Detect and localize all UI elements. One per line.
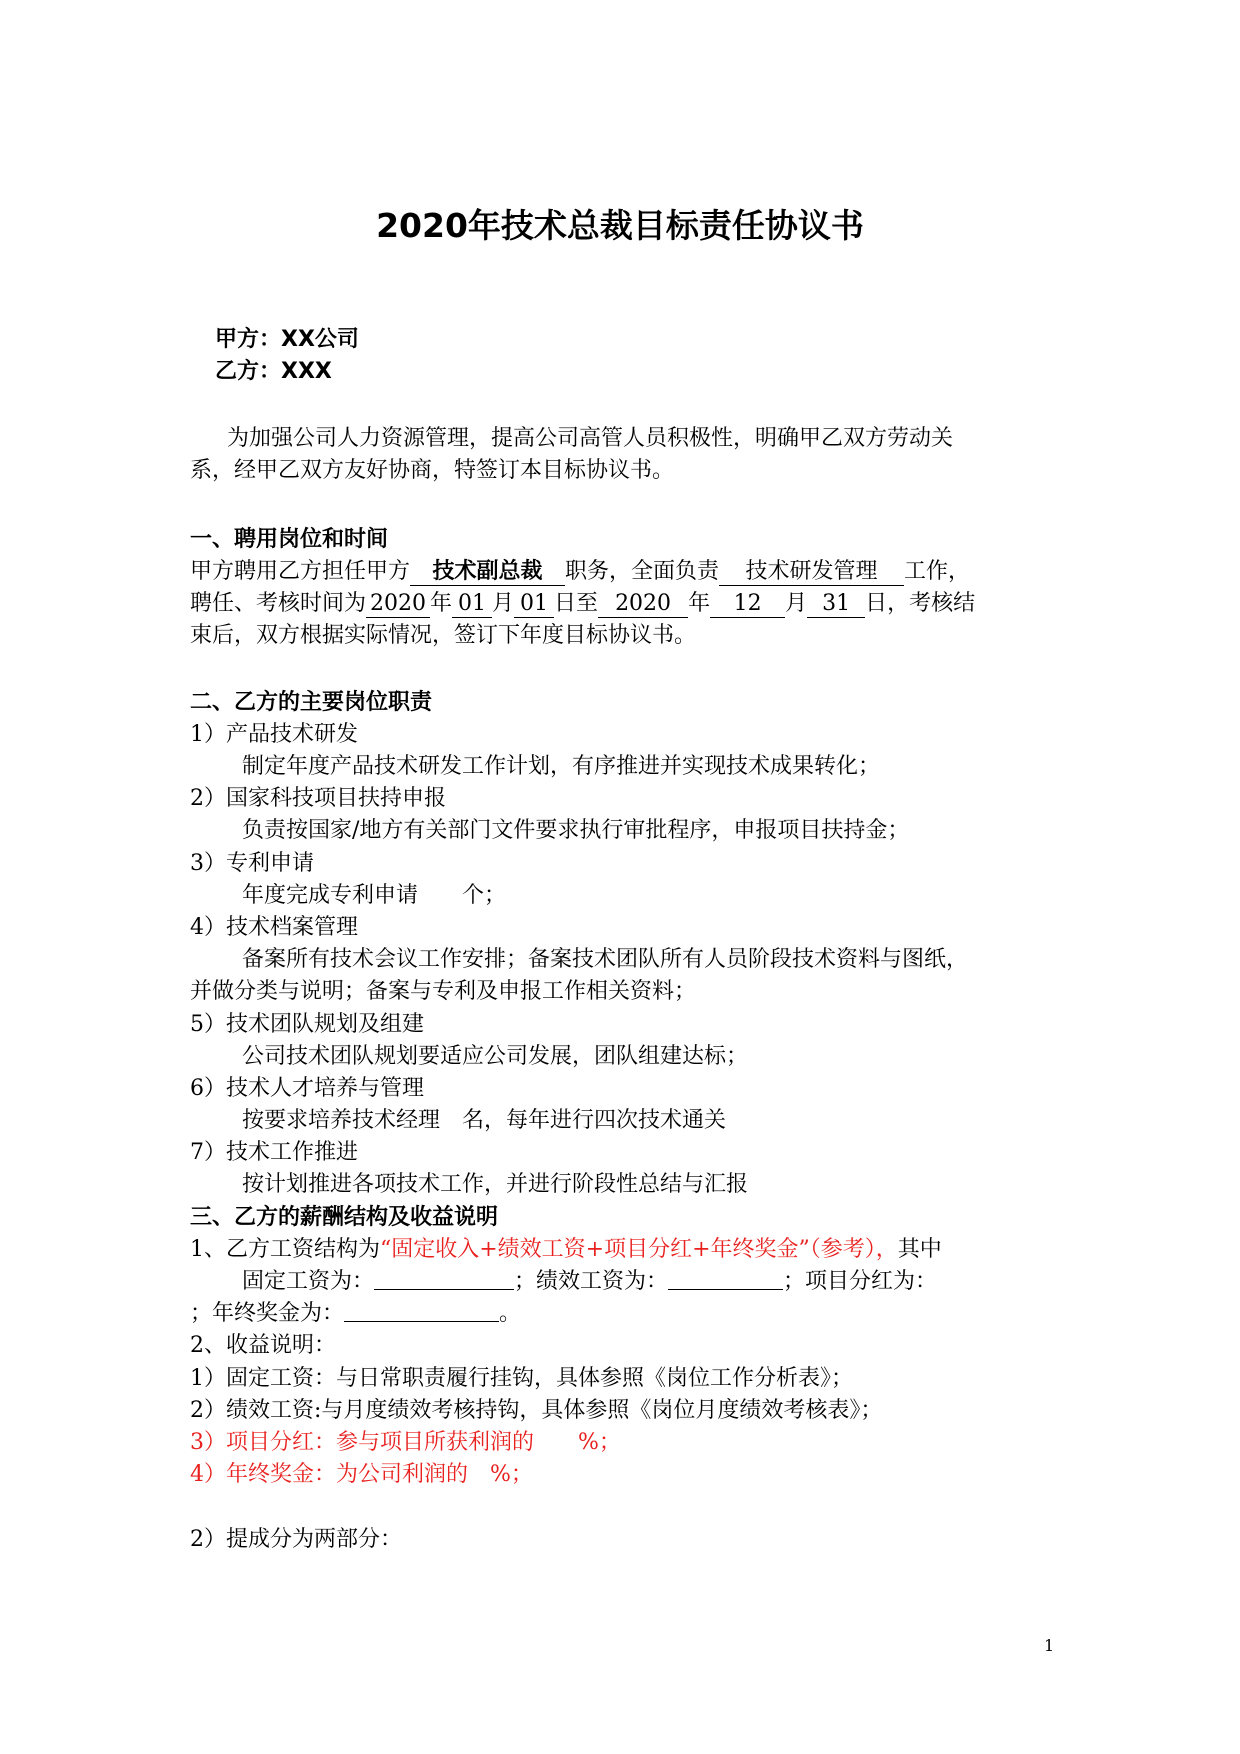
page-number: 1 [1044,1636,1055,1655]
start-year-field: 2020 [366,591,430,618]
duty-2-title: 2）国家科技项目扶持申报 [190,786,446,811]
section-3-line-3: ；年终奖金为： 。 [190,1301,522,1326]
section-1-line-1: 甲方聘用乙方担任甲方 技术副总裁 职务，全面负责 技术研发管理 工作， [190,559,971,584]
duty-4-title: 4）技术档案管理 [190,915,358,940]
end-year-field: 2020 [598,591,688,618]
document-title: 2020年技术总裁目标责任协议书 [376,206,864,245]
performance-salary-blank [668,1267,783,1290]
section-1-heading: 一、聘用岗位和时间 [190,527,389,552]
intro-line-2: 系，经甲乙双方友好协商，特签订本目标协议书。 [190,458,675,483]
commission-heading: 2）提成分为两部分： [190,1527,402,1552]
duty-1-desc: 制定年度产品技术研发工作计划，有序推进并实现技术成果转化； [242,754,881,779]
duty-5-title: 5）技术团队规划及组建 [190,1012,424,1037]
duty-3-desc: 年度完成专利申请 个； [242,883,507,908]
party-a: 甲方：XX公司 [215,327,359,352]
duty-2-desc: 负责按国家/地方有关部门文件要求执行审批程序，申报项目扶持金； [242,818,910,843]
start-month-field: 01 [452,591,492,618]
section-3-line-1: 1、乙方工资结构为“固定收入+绩效工资+项目分红+年终奖金”（参考），其中 [190,1237,942,1262]
section-3-line-2: 固定工资为： ；绩效工资为： ；项目分红为： [242,1269,938,1294]
income-item-1: 1）固定工资：与日常职责履行挂钩，具体参照《岗位工作分析表》； [190,1366,853,1391]
section-3-heading: 三、乙方的薪酬结构及收益说明 [190,1205,499,1230]
duty-7-title: 7）技术工作推进 [190,1140,358,1165]
duty-1-title: 1）产品技术研发 [190,722,358,747]
duty-6-title: 6）技术人才培养与管理 [190,1076,424,1101]
salary-structure-highlight: “固定收入+绩效工资+项目分红+年终奖金”（参考）， [380,1237,898,1262]
income-item-3: 3）项目分红：参与项目所获利润的 %； [190,1430,621,1455]
duty-3-title: 3）专利申请 [190,851,314,876]
party-b: 乙方：XXX [215,359,332,384]
duty-4-desc: 备案所有技术会议工作安排；备案技术团队所有人员阶段技术资料与图纸， [242,947,969,972]
duty-6-desc: 按要求培养技术经理 名，每年进行四次技术通关 [242,1108,727,1133]
section-1-line-2: 聘任、考核时间为 2020 年 01 月 01 日至 2020 年 12 月 31 日，考核结 [190,591,976,616]
duty-4-desc-cont: 并做分类与说明；备案与专利及申报工作相关资料； [190,979,697,1004]
end-month-field: 12 [710,591,785,618]
position-field: 技术副总裁 [410,559,565,586]
start-day-field: 01 [514,591,554,618]
work-field: 技术研发管理 [719,559,904,586]
income-item-2: 2）绩效工资:与月度绩效考核持钩，具体参照《岗位月度绩效考核表》； [190,1398,883,1423]
end-day-field: 31 [807,591,865,618]
duty-7-desc: 按计划推进各项技术工作，并进行阶段性总结与汇报 [242,1172,749,1197]
section-2-heading: 二、乙方的主要岗位职责 [190,690,433,715]
duty-5-desc: 公司技术团队规划要适应公司发展，团队组建达标； [242,1044,749,1069]
year-end-bonus-blank [344,1299,499,1322]
intro-line-1: 为加强公司人力资源管理，提高公司高管人员积极性，明确甲乙双方劳动关 [227,426,954,451]
income-explanation-heading: 2、收益说明： [190,1333,336,1358]
section-1-line-3: 束后，双方根据实际情况，签订下年度目标协议书。 [190,623,697,648]
fixed-salary-blank [374,1267,514,1290]
income-item-4: 4）年终奖金：为公司利润的 %； [190,1462,533,1487]
